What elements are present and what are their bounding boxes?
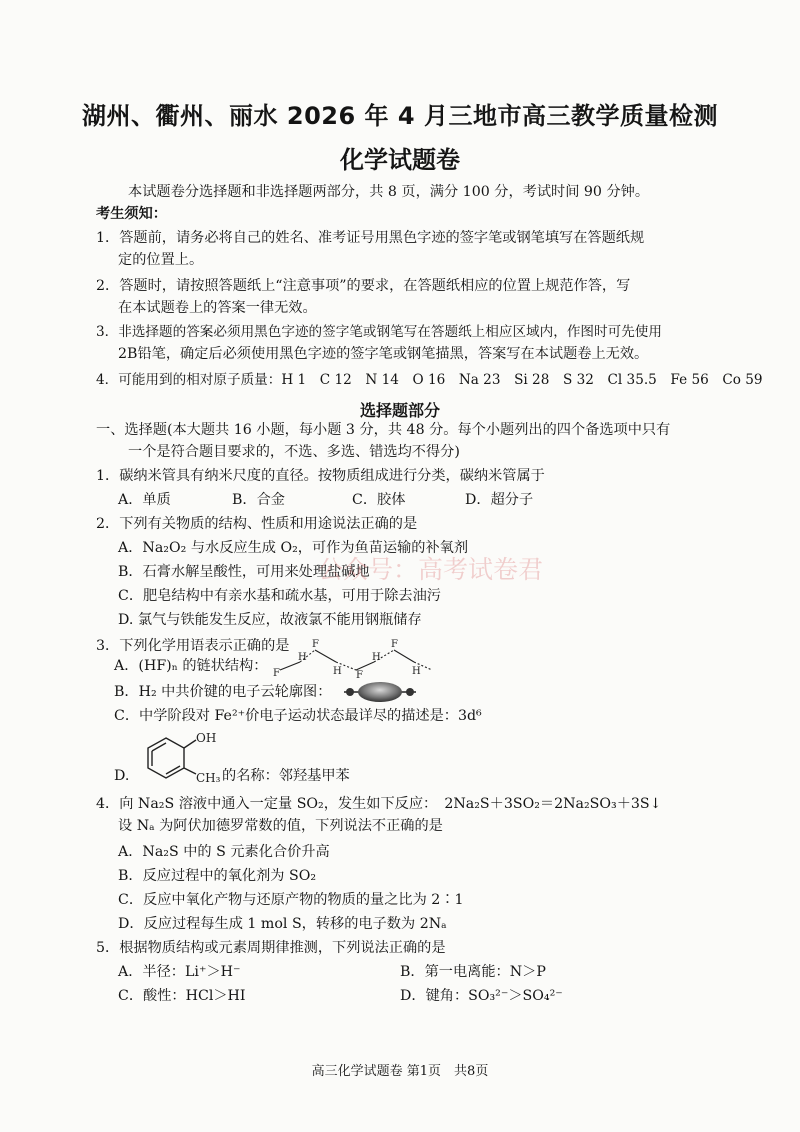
q2-option-c: C．肥皂结构中有亲水基和疏水基，可用于除去油污	[118, 588, 441, 604]
notice-item-2-line1: 2．答题时，请按照答题纸上“注意事项”的要求，在答题纸相应的位置上规范作答，写	[96, 278, 631, 294]
q1-option-c: C．胶体	[352, 492, 406, 508]
hf-atom-h2: H	[333, 666, 342, 677]
oh-group-label: OH	[196, 731, 217, 745]
hf-atom-f2: F	[312, 639, 319, 650]
part1-header-line2: 一个是符合题目要求的，不选、多选、错选均不得分)	[128, 444, 460, 460]
page-title: 湖州、衢州、丽水 2026 年 4 月三地市高三教学质量检测	[82, 102, 718, 130]
q2-option-a: A．Na₂O₂ 与水反应生成 O₂，可作为鱼苗运输的补氧剂	[118, 540, 469, 556]
intro-text: 本试题卷分选择题和非选择题两部分，共 8 页，满分 100 分，考试时间 90 分钟。	[128, 184, 650, 200]
q5-option-d: D．键角：SO₃²⁻＞SO₄²⁻	[400, 988, 563, 1004]
q4-option-d: D．反应过程每生成 1 mol S，转移的电子数为 2Nₐ	[118, 916, 447, 932]
notice-item-1-line2: 定的位置上。	[118, 252, 204, 268]
q2-option-d: D. 氯气与铁能发生反应，故液氯不能用钢瓶储存	[118, 612, 422, 628]
q5-option-a: A．半径：Li⁺＞H⁻	[118, 964, 241, 980]
notice-item-1-line1: 1．答题前，请务必将自己的姓名、准考证号用黑色字迹的签字笔或钢笔填写在答题纸规	[96, 230, 645, 246]
notice-item-3-line2: 2B铅笔，确定后必须使用黑色字迹的签字笔或钢笔描黑，答案写在本试题卷上无效。	[118, 346, 649, 362]
part1-header-line1: 一、选择题(本大题共 16 小题，每小题 3 分，共 48 分。每个小题列出的四个备选项中只有	[96, 422, 671, 438]
q3-option-d-label: D.	[114, 768, 130, 784]
q3-stem: 3．下列化学用语表示正确的是	[96, 638, 290, 654]
q4-option-b: B．反应过程中的氧化剂为 SO₂	[118, 868, 317, 884]
hf-atom-h4: H	[412, 666, 421, 677]
q1-option-d: D．超分子	[465, 492, 534, 508]
page-subtitle: 化学试题卷	[340, 146, 460, 174]
q2-option-b: B．石膏水解呈酸性，可用来处理盐碱地	[118, 564, 370, 580]
watermark: 公众号：高考试卷君	[318, 555, 544, 584]
q4-stem-line2: 设 Nₐ 为阿伏加德罗常数的值，下列说法不正确的是	[118, 818, 443, 834]
q3-option-c: C．中学阶段对 Fe²⁺价电子运动状态最详尽的描述是：3d⁶	[114, 708, 482, 724]
hf-atom-f3: F	[356, 670, 363, 681]
hf-atom-h1: H	[298, 652, 307, 663]
hf-atom-f1: F	[273, 668, 280, 679]
page-footer: 高三化学试题卷 第1页 共8页	[311, 1064, 489, 1079]
q3-option-b: B．H₂ 中共价键的电子云轮廓图：	[114, 684, 332, 700]
ch3-group-label: CH₃	[196, 771, 220, 782]
notice-item-2-line2: 在本试题卷上的答案一律无效。	[118, 300, 317, 316]
notice-item-4: 4．可能用到的相对原子质量：H 1 C 12 N 14 O 16 Na 23 Si 28 S 32 Cl 35.5 Fe 56 Co 59	[96, 372, 763, 388]
q4-stem: 4．向 Na₂S 溶液中通入一定量 SO₂，发生如下反应： 2Na₂S＋3SO₂＝2Na₂SO₃＋3S↓	[96, 796, 662, 812]
notice-heading: 考生须知：	[96, 206, 167, 222]
q1-option-b: B．合金	[232, 492, 285, 508]
hf-chain-structure	[270, 634, 450, 682]
q3-option-a: A．(HF)ₙ 的链状结构：	[114, 658, 268, 674]
q4-option-c: C．反应中氧化产物与还原产物的物质的量之比为 2∶1	[118, 892, 464, 908]
notice-item-3-line1: 3．非选择题的答案必须用黑色字迹的签字笔或钢笔写在答题纸上相应区域内，作图时可先使用	[96, 324, 662, 340]
q4-option-a: A．Na₂S 中的 S 元素化合价升高	[118, 844, 330, 860]
q2-stem: 2．下列有关物质的结构、性质和用途说法正确的是	[96, 516, 418, 532]
q3-option-d-text: 的名称：邻羟基甲苯	[222, 768, 350, 784]
q1-option-a: A．单质	[118, 492, 171, 508]
q5-stem: 5．根据物质结构或元素周期律推测，下列说法正确的是	[96, 940, 446, 956]
section-title: 选择题部分	[359, 401, 440, 420]
q5-option-c: C．酸性：HCl＞HI	[118, 988, 246, 1004]
h2-electron-cloud-icon	[340, 680, 420, 704]
q5-option-b: B．第一电离能：N＞P	[400, 964, 546, 980]
hf-atom-h3: H	[372, 652, 381, 663]
q1-stem: 1．碳纳米管具有纳米尺度的直径。按物质组成进行分类，碳纳米管属于	[96, 468, 545, 484]
hf-atom-f4: F	[391, 639, 398, 650]
o-cresol-structure	[140, 726, 220, 782]
